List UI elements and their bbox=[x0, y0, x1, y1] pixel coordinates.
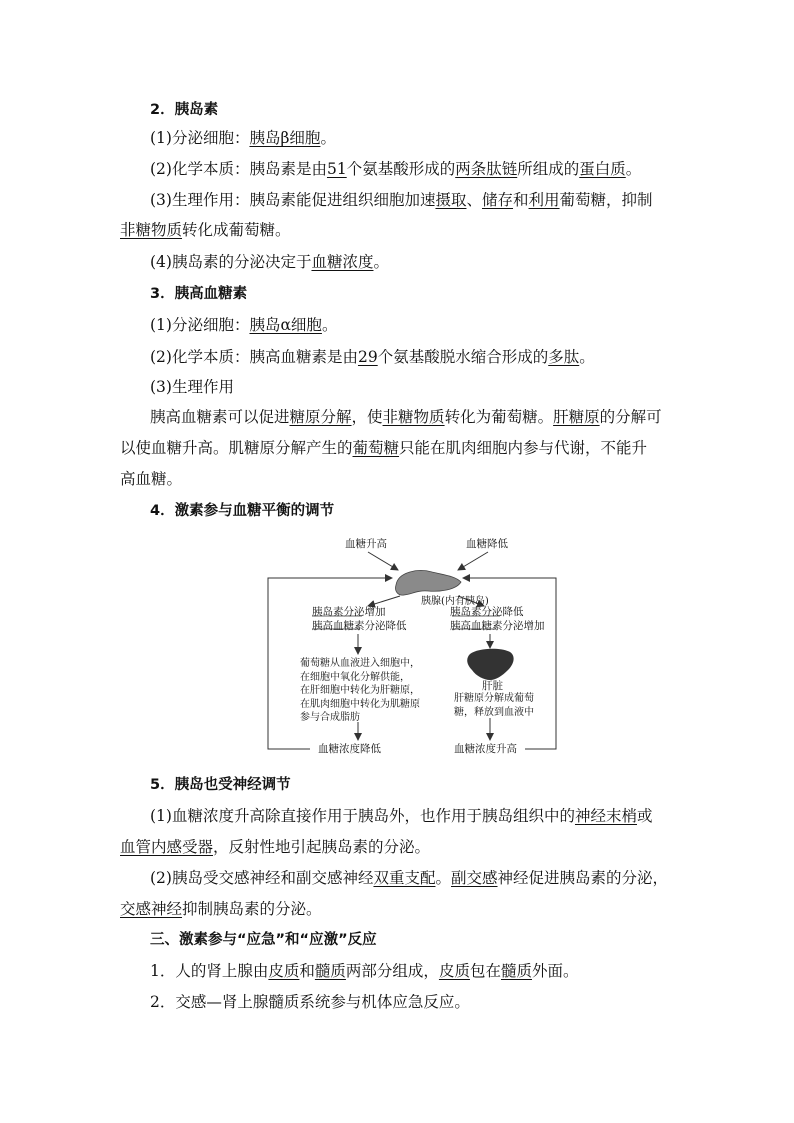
neural-p1-line2: 血管内感受器，反射性地引起胰岛素的分泌。 bbox=[120, 838, 431, 856]
diagram-bottom-right: 血糖浓度升高 bbox=[454, 743, 517, 755]
insulin-chemical-nature: (2)化学本质：胰岛素是由51个氨基酸形成的两条肽链所组成的蛋白质。 bbox=[150, 160, 642, 178]
sympathetic-adrenal-system: 2．交感—肾上腺髓质系统参与机体应急反应。 bbox=[150, 993, 470, 1011]
insulin-function-line2: 非糖物质转化成葡萄糖。 bbox=[120, 221, 291, 239]
glucagon-chemical-nature: (2)化学本质：胰高血糖素是由29个氨基酸脱水缩合形成的多肽。 bbox=[150, 348, 595, 366]
diagram-high-glucose: 血糖升高 bbox=[345, 538, 387, 550]
insulin-secreting-cell: (1)分泌细胞：胰岛β细胞。 bbox=[150, 129, 336, 147]
diagram-liver-label: 肝脏 bbox=[482, 680, 503, 692]
arrow-high-glucose bbox=[368, 552, 398, 570]
diagram-right-effects: 肝糖原分解成葡萄 糖，释放到血液中 bbox=[454, 693, 534, 718]
heading-insulin: 2．胰岛素 bbox=[150, 102, 219, 118]
heading-glucagon: 3．胰高血糖素 bbox=[150, 286, 248, 302]
heading-stress-response: 三、激素参与“应急”和“应激”反应 bbox=[150, 932, 377, 948]
neural-p1-line1: (1)血糖浓度升高除直接作用于胰岛外，也作用于胰岛组织中的神经末梢或 bbox=[150, 807, 653, 825]
diagram-right-box: 胰岛素分泌降低 胰高血糖素分泌增加 bbox=[450, 606, 545, 632]
glucagon-paragraph-line2: 以使血糖升高。肌糖原分解产生的葡萄糖只能在肌肉细胞内参与代谢，不能升 bbox=[120, 439, 648, 457]
diagram-low-glucose: 血糖降低 bbox=[466, 538, 508, 550]
glucagon-paragraph-line1: 胰高血糖素可以促进糖原分解，使非糖物质转化为葡萄糖。肝糖原的分解可 bbox=[150, 408, 662, 426]
neural-p2-line2: 交感神经抑制胰岛素的分泌。 bbox=[120, 900, 322, 918]
insulin-secretion-factor: (4)胰岛素的分泌决定于血糖浓度。 bbox=[150, 253, 389, 271]
adrenal-structure: 1．人的肾上腺由皮质和髓质两部分组成，皮质包在髓质外面。 bbox=[150, 962, 579, 980]
diagram-left-effects: 葡萄糖从血液进入细胞中， 在细胞中氧化分解供能， 在肝细胞中转化为肝糖原， 在肌肉细胞中转化为肌糖原 参与合成脂肪 bbox=[300, 658, 420, 723]
heading-neural-regulation: 5．胰岛也受神经调节 bbox=[150, 777, 291, 793]
glucagon-secreting-cell: (1)分泌细胞：胰岛α细胞。 bbox=[150, 316, 338, 334]
heading-hormone-regulation: 4．激素参与血糖平衡的调节 bbox=[150, 503, 335, 519]
pancreas-icon bbox=[395, 571, 461, 596]
glucagon-function-title: (3)生理作用 bbox=[150, 378, 234, 396]
diagram-left-box: 胰岛素分泌增加 胰高血糖素分泌降低 bbox=[312, 606, 407, 632]
insulin-function-line1: (3)生理作用：胰岛素能促进组织细胞加速摄取、储存和利用葡萄糖，抑制 bbox=[150, 191, 653, 209]
glucagon-paragraph-line3: 高血糖。 bbox=[120, 470, 183, 488]
diagram-pancreas-label: 胰腺(内有胰岛) bbox=[421, 596, 489, 607]
arrow-low-glucose bbox=[458, 552, 488, 570]
neural-p2-line1: (2)胰岛受交感神经和副交感神经双重支配。副交感神经促进胰岛素的分泌， bbox=[150, 869, 669, 887]
diagram-bottom-left: 血糖浓度降低 bbox=[318, 743, 381, 755]
liver-icon bbox=[467, 649, 513, 680]
